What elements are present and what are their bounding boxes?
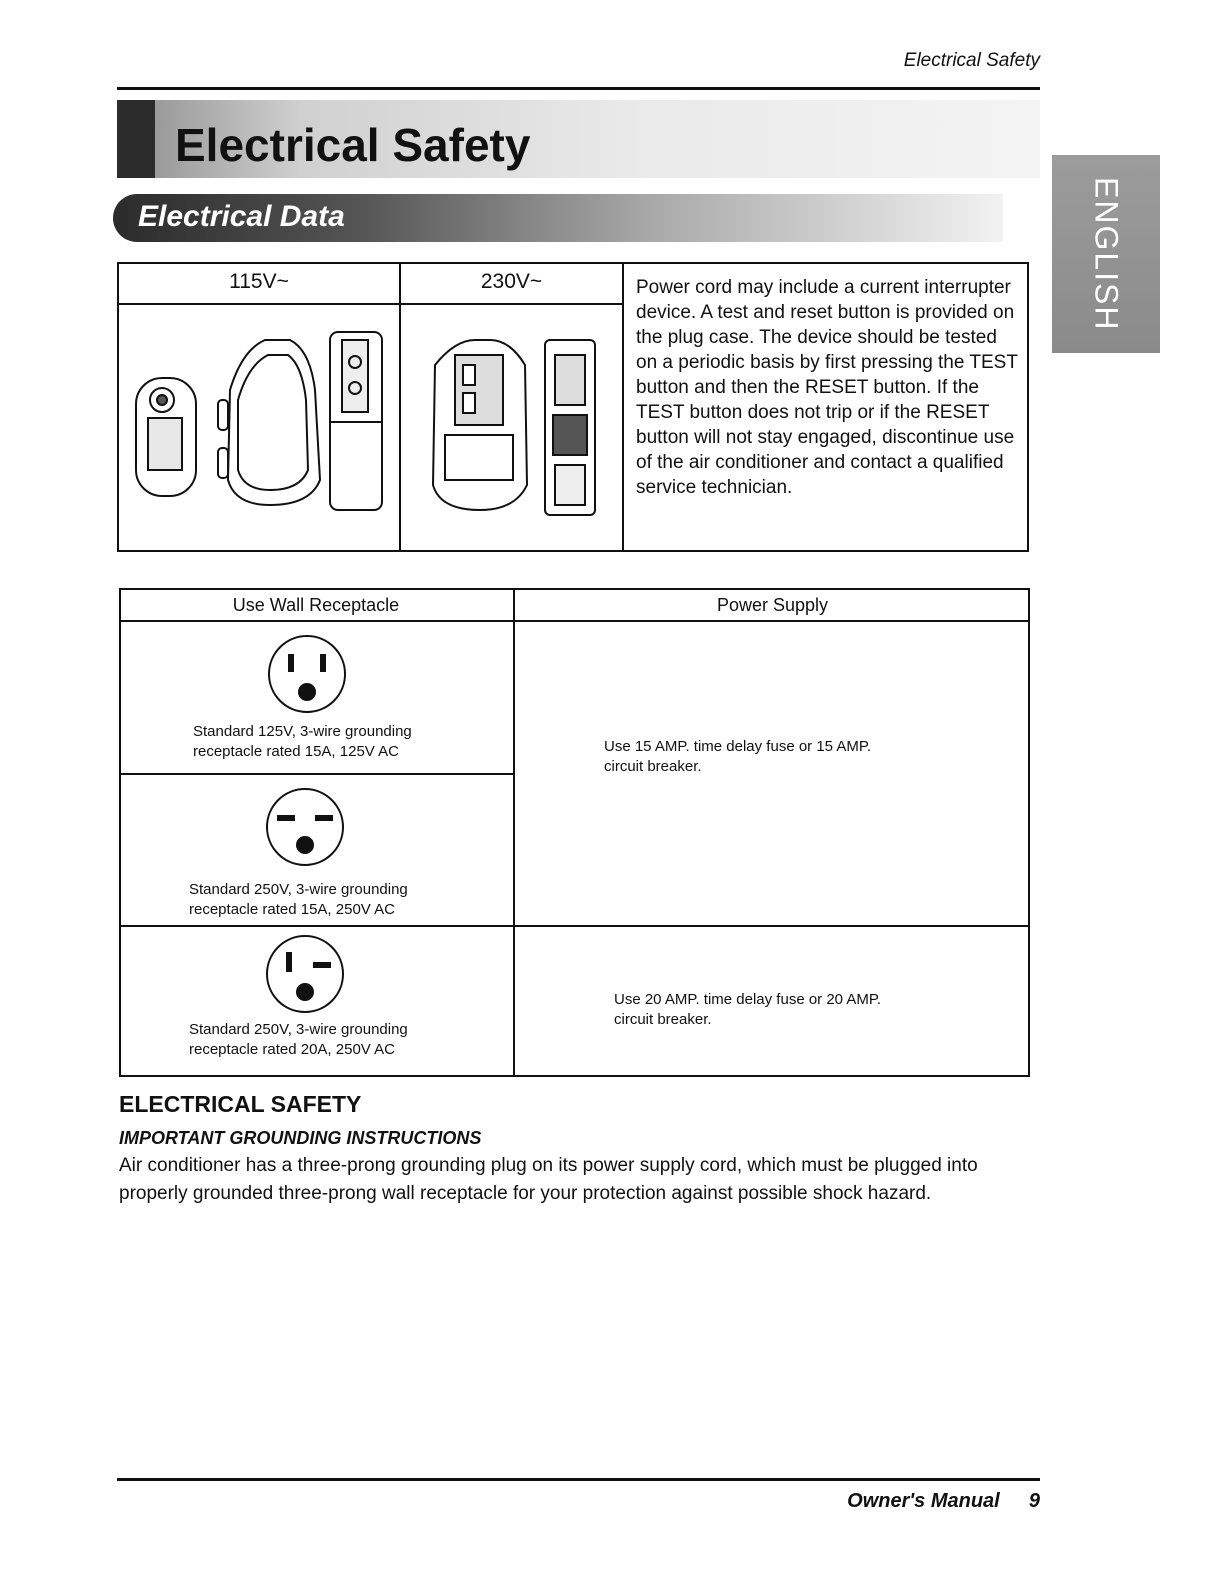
table-divider xyxy=(622,262,624,552)
receptacle-label-line: Standard 250V, 3-wire grounding xyxy=(189,881,408,898)
header-rule xyxy=(117,87,1040,90)
cord-note: Power cord may include a current interrupter device. A test and reset button is provided on the plug case. The device should be tested on a periodic basis by first pressing the TEST button and then the RESET button. If the TEST button does not trip or if the RESET button will not stay engaged, discontinue use of the air conditioner and contact a qualified service technician. xyxy=(636,277,1018,498)
footer-rule xyxy=(117,1478,1040,1481)
col-header-power-supply: Power Supply xyxy=(716,595,829,615)
section-title: Electrical Data xyxy=(138,200,345,233)
footer-label: Owner's Manual xyxy=(847,1490,1000,1512)
receptacle-125v-15a-icon xyxy=(265,632,349,716)
receptacle-label xyxy=(189,880,408,920)
power-supply-20a xyxy=(614,990,881,1030)
receptacle-label-line: receptacle rated 15A, 125V AC xyxy=(193,743,399,760)
receptacle-label-line: Standard 250V, 3-wire grounding xyxy=(189,1021,408,1038)
language-label: ENGLISH xyxy=(1088,176,1125,332)
col-header-230v: 230V~ xyxy=(480,270,543,293)
table-divider xyxy=(119,773,515,775)
title-banner-block xyxy=(117,100,155,178)
power-supply-line: circuit breaker. xyxy=(614,1011,712,1028)
power-supply-15a xyxy=(604,737,871,777)
plug-115v-illustration xyxy=(130,330,390,520)
page-number: 9 xyxy=(1028,1490,1040,1512)
plug-230v-illustration xyxy=(415,335,615,520)
page-title: Electrical Safety xyxy=(175,119,531,171)
receptacle-label xyxy=(189,1020,408,1060)
safety-subheading: IMPORTANT GROUNDING INSTRUCTIONS xyxy=(119,1128,482,1148)
receptacle-label-line: receptacle rated 20A, 250V AC xyxy=(189,1041,395,1058)
language-tab-label xyxy=(1052,155,1160,353)
running-header: Electrical Safety xyxy=(903,50,1040,71)
table-divider xyxy=(117,303,624,305)
table-divider xyxy=(119,620,1030,622)
power-supply-line: Use 15 AMP. time delay fuse or 15 AMP. xyxy=(604,738,872,755)
receptacle-label-line: receptacle rated 15A, 250V AC xyxy=(189,901,395,918)
receptacle-label xyxy=(193,722,412,762)
col-header-115v: 115V~ xyxy=(229,270,289,293)
footer xyxy=(700,1490,1040,1513)
safety-heading: ELECTRICAL SAFETY xyxy=(119,1091,362,1117)
table-divider xyxy=(399,262,401,552)
power-supply-line: circuit breaker. xyxy=(604,758,702,775)
col-header-receptacle: Use Wall Receptacle xyxy=(232,595,400,615)
power-supply-line: Use 20 AMP. time delay fuse or 20 AMP. xyxy=(614,991,882,1008)
receptacle-label-line: Standard 125V, 3-wire grounding xyxy=(193,723,412,740)
table-divider xyxy=(119,925,1030,927)
receptacle-250v-15a-icon xyxy=(263,785,347,869)
table-divider xyxy=(513,588,515,1077)
receptacle-250v-20a-icon xyxy=(263,932,347,1016)
receptacle-table xyxy=(119,588,1030,1077)
safety-body: Air conditioner has a three-prong grounding plug on its power supply cord, which must be plugged into properly grounded three-prong wall receptacle for your protection against possible shock hazard. xyxy=(119,1155,978,1204)
